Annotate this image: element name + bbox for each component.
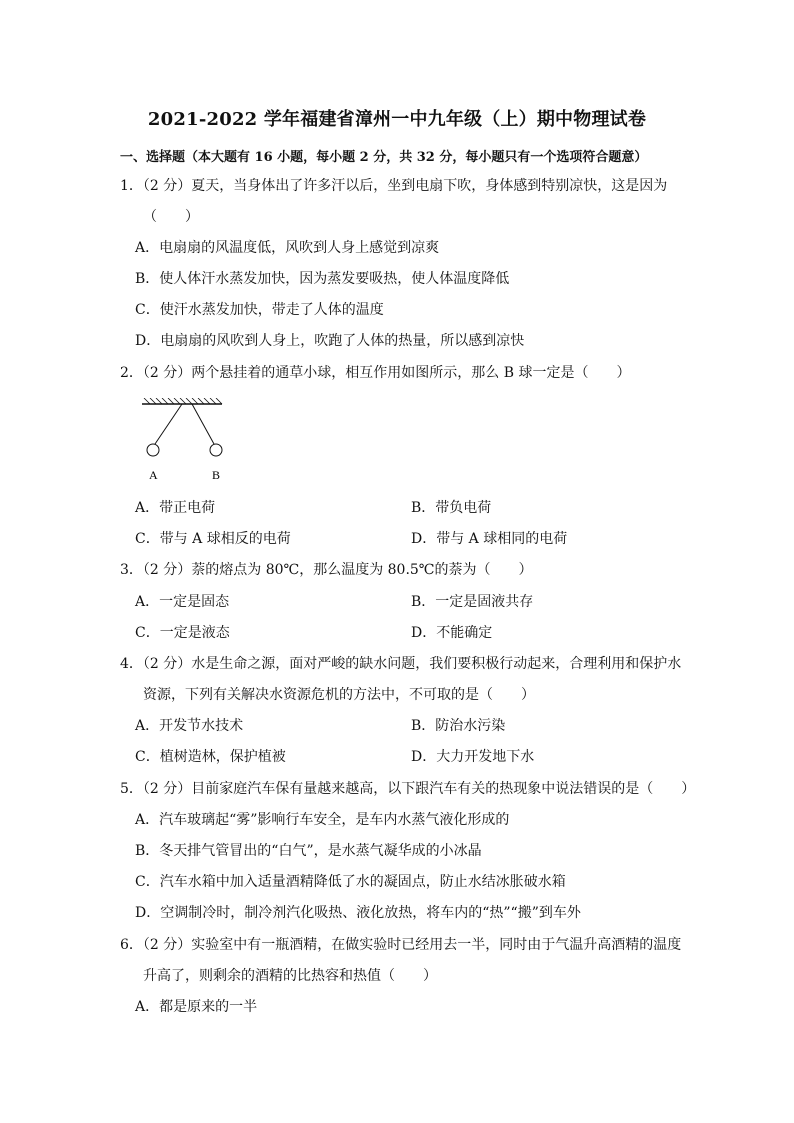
thread-a [155, 404, 182, 444]
question-4-option-b: B．防治水污染 [411, 718, 506, 734]
question-4-option-c: C．植树造林，保护植被 [135, 749, 286, 765]
question-2-option-b: B．带负电荷 [411, 500, 492, 516]
question-1-stem-continued: （ ） [143, 209, 199, 225]
question-5-stem: 5．（2 分）目前家庭汽车保有量越来越高，以下跟汽车有关的热现象中说法错误的是（ ） [120, 781, 696, 797]
question-3-option-d: D．不能确定 [411, 625, 493, 641]
question-5-option-a: A．汽车玻璃起“雾”影响行车安全，是车内水蒸气液化形成的 [135, 812, 510, 828]
hanging-balls-figure [140, 398, 240, 488]
question-6-option-a: A．都是原来的一半 [135, 999, 258, 1015]
question-1-option-a: A．电扇扇的风温度低，风吹到人身上感觉到凉爽 [135, 240, 440, 256]
question-1-option-c: C．使汗水蒸发加快，带走了人体的温度 [135, 302, 384, 318]
question-2-stem: 2．（2 分）两个悬挂着的通草小球，相互作用如图所示，那么 B 球一定是（ ） [120, 365, 631, 381]
question-4-option-d: D．大力开发地下水 [411, 749, 535, 765]
section-heading: 一、选择题（本大题有 16 小题，每小题 2 分，共 32 分，每小题只有一个选项符合题意） [120, 150, 648, 165]
question-6-stem-continued: 升高了，则剩余的酒精的比热容和热值（ ） [143, 968, 437, 984]
ball-b [210, 444, 222, 456]
question-2-option-d: D．带与 A 球相同的电荷 [411, 531, 568, 547]
question-5-option-c: C．汽车水箱中加入适量酒精降低了水的凝固点，防止水结冰胀破水箱 [135, 874, 566, 890]
question-4-stem: 4．（2 分）水是生命之源，面对严峻的缺水问题，我们要积极行动起来，合理利用和保护水 [120, 656, 682, 672]
question-1-stem: 1．（2 分）夏天，当身体出了许多汗以后，坐到电扇下吹，身体感到特别凉快，这是因为 [120, 178, 668, 194]
question-6-stem: 6．（2 分）实验室中有一瓶酒精，在做实验时已经用去一半，同时由于气温升高酒精的温度 [120, 937, 682, 953]
question-4-stem-continued: 资源，下列有关解决水资源危机的方法中，不可取的是（ ） [143, 687, 535, 703]
question-5-option-b: B．冬天排气管冒出的“白气”，是水蒸气凝华成的小冰晶 [135, 843, 482, 859]
question-3-option-c: C．一定是液态 [135, 625, 230, 641]
ceiling-support [142, 398, 222, 404]
question-4-option-a: A．开发节水技术 [135, 718, 244, 734]
page-title: 2021-2022 学年福建省漳州一中九年级（上）期中物理试卷 [147, 109, 647, 130]
ball-b-label: B [212, 468, 221, 482]
question-2-option-a: A．带正电荷 [135, 500, 216, 516]
thread-b [192, 404, 214, 444]
ball-a-label: A [149, 468, 158, 482]
question-3-stem: 3．（2 分）萘的熔点为 80℃，那么温度为 80.5℃的萘为（ ） [120, 562, 533, 578]
question-1-option-d: D．电扇扇的风吹到人身上，吹跑了人体的热量，所以感到凉快 [135, 333, 525, 349]
question-3-option-a: A．一定是固态 [135, 594, 230, 610]
question-3-option-b: B．一定是固液共存 [411, 594, 534, 610]
question-5-option-d: D．空调制冷时，制冷剂汽化吸热、液化放热，将车内的“热”“搬”到车外 [135, 905, 581, 921]
ball-a [147, 444, 159, 456]
question-1-option-b: B．使人体汗水蒸发加快，因为蒸发要吸热，使人体温度降低 [135, 271, 510, 287]
question-2-option-c: C．带与 A 球相反的电荷 [135, 531, 291, 547]
